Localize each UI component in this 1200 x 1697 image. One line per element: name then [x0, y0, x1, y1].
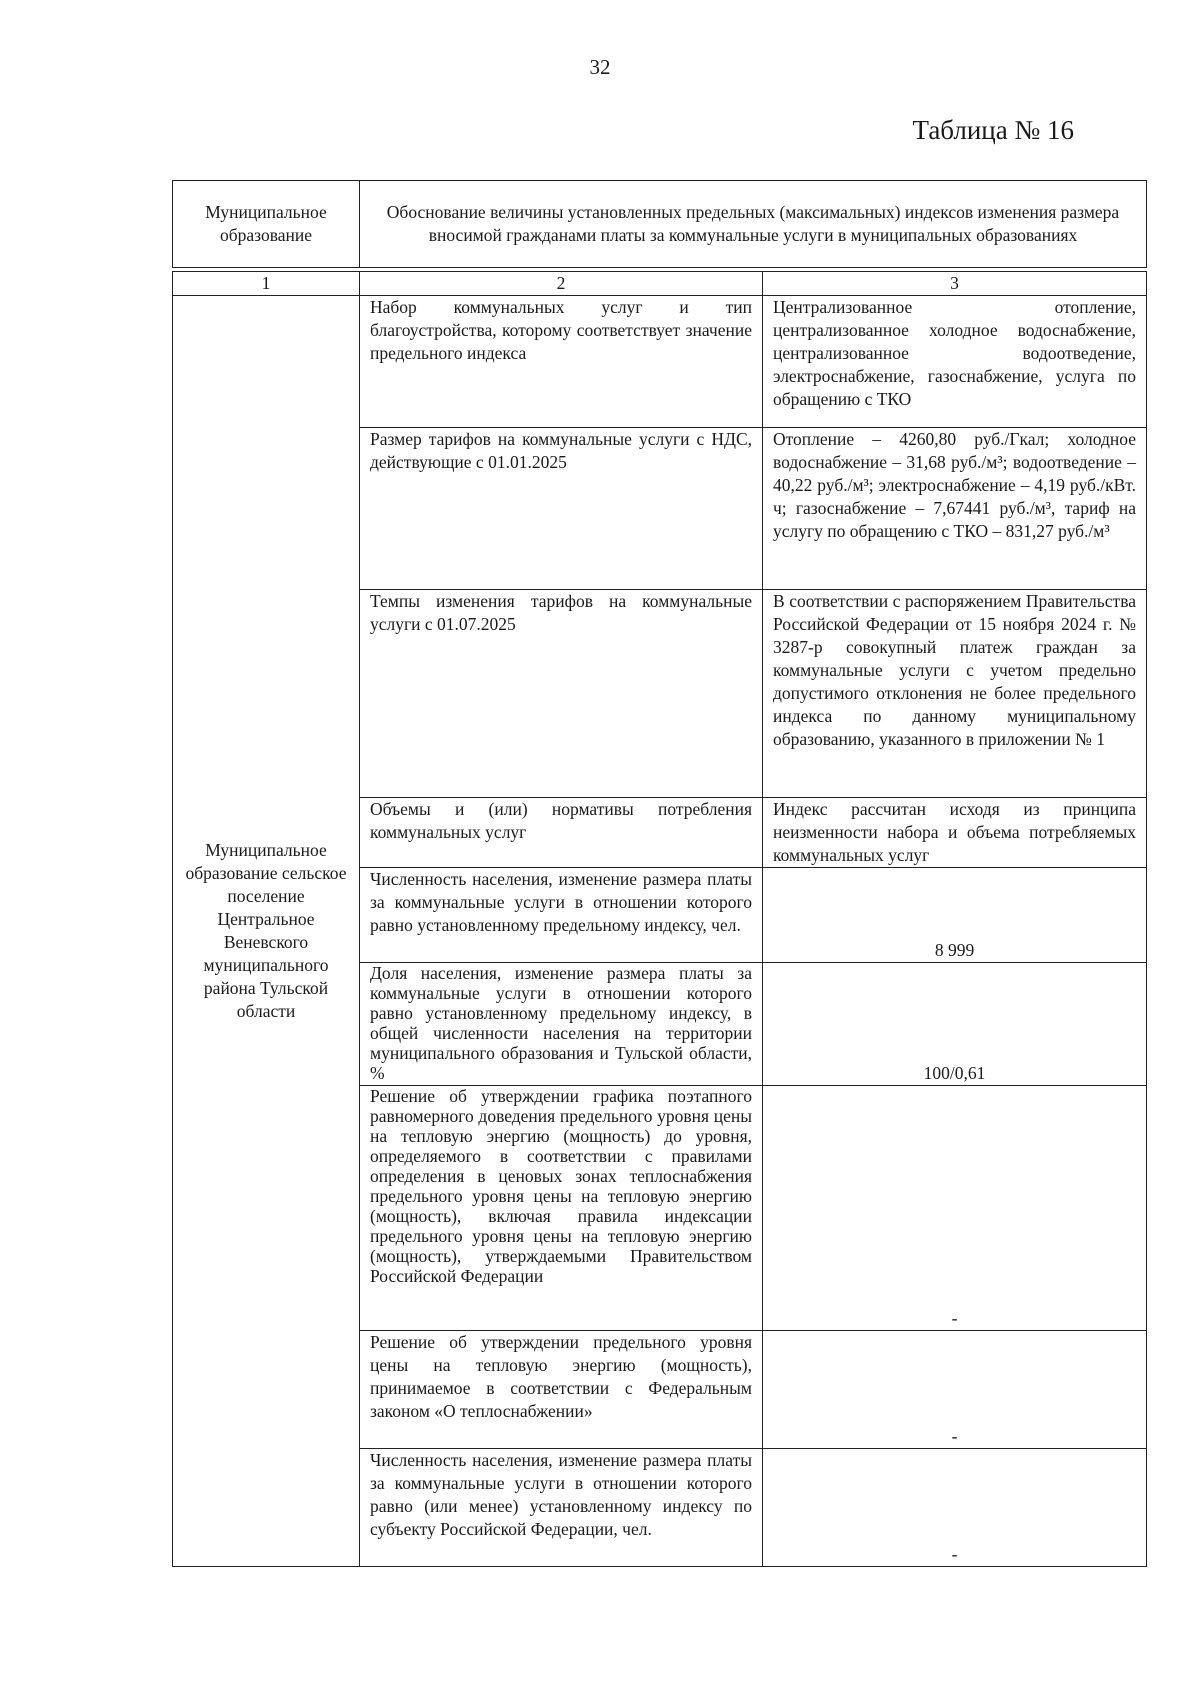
row-value: 8 999 [763, 868, 1147, 963]
page-number: 32 [589, 55, 611, 79]
row-label: Решение об утверждении графика поэтапного равномерного доведения предельного уровня цены на тепловую энергию (мощность) до уровня, определяемого в соответствии с правилами определения в ценовых зонах теплоснабжения предельного уровня цены на тепловую энергию (мощность), включая правила индексации предельного уровня цены на тепловую энергию (мощность), утверждаемыми Правительством Российской Федерации [360, 1086, 763, 1331]
row-value: - [763, 1449, 1147, 1567]
row-value: Индекс рассчитан исходя из принципа неизменности набора и объема потребляемых коммунальных услуг [763, 798, 1147, 868]
table-label: Таблица № 16 [912, 115, 1074, 145]
row-label: Численность населения, изменение размера платы за коммунальные услуги в отношении которого равно (или менее) установленному индексу по субъекту Российской Федерации, чел. [360, 1449, 763, 1567]
municipality-name: Муниципальное образование сельское поселение Центральное Веневского муниципального района Тульской области [173, 296, 360, 1567]
column-number: 3 [763, 272, 1147, 296]
header-col-justification: Обоснование величины установленных предельных (максимальных) индексов изменения размера вносимой гражданами платы за коммунальные услуги в муниципальных образованиях [360, 181, 1147, 268]
header-col-municipality: Муниципальное образование [173, 181, 360, 268]
column-number: 2 [360, 272, 763, 296]
row-label: Численность населения, изменение размера платы за коммунальные услуги в отношении которого равно установленному предельному индексу, чел. [360, 868, 763, 963]
row-label: Доля населения, изменение размера платы за коммунальные услуги в отношении которого равно установленному предельному индексу, в общей численности населения на территории муниципального образования и Тульской области, % [360, 963, 763, 1086]
indices-table [172, 271, 1147, 1567]
row-value: Централизованное отопление, централизованное холодное водоснабжение, централизованное водоотведение, электроснабжение, газоснабжение, услуга по обращению с ТКО [763, 296, 1147, 428]
row-label: Решение об утверждении предельного уровня цены на тепловую энергию (мощность), принимаемое в соответствии с Федеральным законом «О теплоснабжении» [360, 1331, 763, 1449]
row-value: Отопление – 4260,80 руб./Гкал; холодное водоснабжение – 31,68 руб./м³; водоотведение – 40,22 руб./м³; электроснабжение – 4,19 руб./кВт. ч; газоснабжение – 7,67441 руб./м³, тариф на услугу по обращению с ТКО – 831,27 руб./м³ [763, 428, 1147, 590]
row-value: В соответствии с распоряжением Правительства Российской Федерации от 15 ноября 2024 г. № 3287-р совокупный платеж граждан за коммунальные услуги с учетом предельно допустимого отклонения не более предельного индекса по данному муниципальному образованию, указанного в приложении № 1 [763, 590, 1147, 798]
table-row [173, 296, 1147, 428]
column-number: 1 [173, 272, 360, 296]
row-value: - [763, 1086, 1147, 1331]
header-row [173, 181, 1147, 268]
column-number-row [173, 272, 1147, 296]
row-label: Объемы и (или) нормативы потребления коммунальных услуг [360, 798, 763, 868]
row-label: Размер тарифов на коммунальные услуги с НДС, действующие с 01.01.2025 [360, 428, 763, 590]
row-value: 100/0,61 [763, 963, 1147, 1086]
row-label: Темпы изменения тарифов на коммунальные услуги с 01.07.2025 [360, 590, 763, 798]
header-table [172, 180, 1147, 268]
row-label: Набор коммунальных услуг и тип благоустройства, которому соответствует значение предельного индекса [360, 296, 763, 428]
row-value: - [763, 1331, 1147, 1449]
